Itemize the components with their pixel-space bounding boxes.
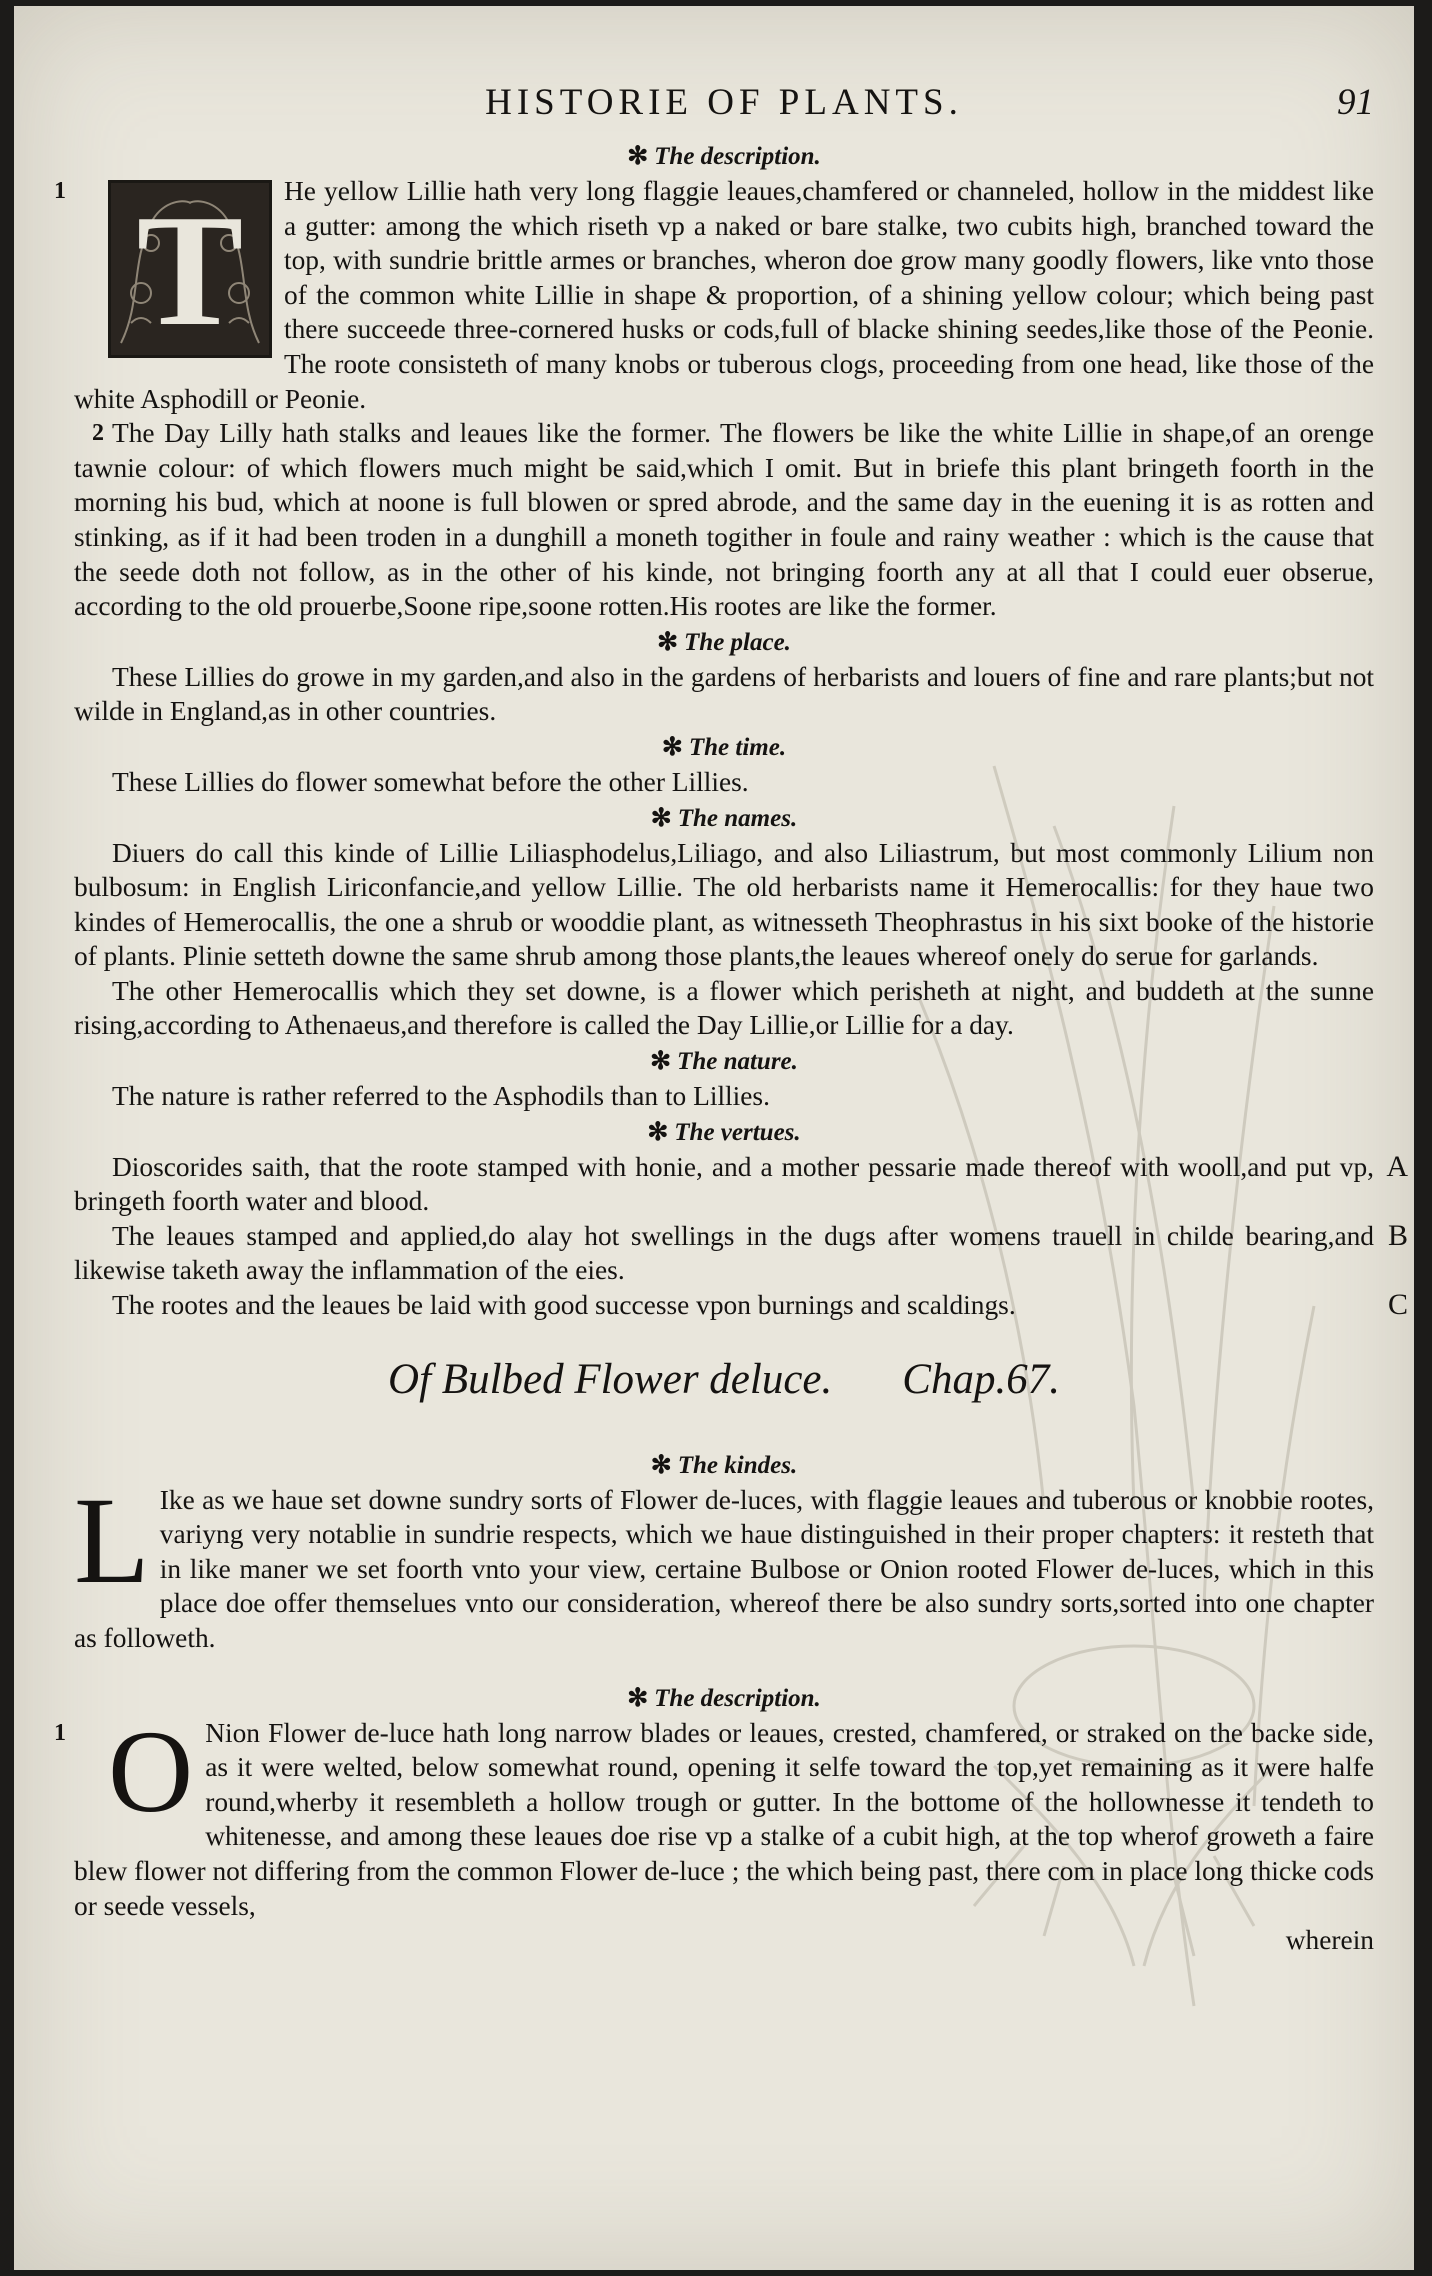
- rubric-label: The description.: [654, 1684, 821, 1712]
- rubric-nature: [74, 1045, 1374, 1079]
- rubric-label: The description.: [654, 143, 821, 170]
- fleuron-icon: ✻: [627, 1684, 649, 1712]
- names-paragraph-1: Diuers do call this kinde of Lillie Liliasphodelus,Liliago, and also Liliastrum, but most commonly Lilium non bulbosum: in English Liriconfancie,and yellow Lillie. The old herbarists name it Hemerocallis: for they haue two kindes of Hemerocallis, the one a shrub or wooddie plant, as witnesseth Theophrastus in his sixt booke of the historie of plants. Plinie setteth downe the same shrub among those plants,the leaues whereof onely do serue for garlands.: [74, 837, 1374, 972]
- time-paragraph: These Lillies do flower somewhat before the other Lillies.: [112, 766, 749, 797]
- rubric-label: The nature.: [677, 1048, 798, 1076]
- vertue-b: [74, 1218, 1408, 1288]
- paragraph-text: Nion Flower de-luce hath long narrow blades or leaues, crested, chamfered, or straked on the backe side, as it were welted, below somewhat round, opening it selfe toward the top,yet remaining as it were halfe round,wherby it resembleth a hollow trough or gutter. In the bottome of the hollownesse it tendeth to whitenesse, and among these leaues doe rise vp a stalke of a cubit high, at the top wherof groweth a faire blew flower not differing from the common Flower de-luce ; the which being past, there com in place long thicke cods or seede vessels,: [74, 1717, 1374, 1921]
- fleuron-icon: ✻: [647, 1118, 669, 1146]
- fleuron-icon: ✻: [650, 804, 672, 832]
- paragraph-number: 1: [54, 178, 66, 204]
- margin-note-letter: A: [1386, 1149, 1408, 1183]
- paragraph-text: He yellow Lillie hath very long flaggie leaues,chamfered or channeled, hollow in the middest like a gutter: among the which riseth vp a naked or bare stalke, two cubits high, branched toward the top, with sundrie brittle armes or branches, wheron doe grow many goodly flowers, like vnto those of the common white Lillie in shape & proportion, of a shining yellow colour; which being past there succeede three-cornered husks or cods,full of blacke shining seedes,like those of the Peonie. The roote consisteth of many knobs or tuberous clogs, proceeding from one head, like those of the white Asphodill or Peonie.: [74, 176, 1374, 414]
- running-head: HISTORIE OF PLANTS.: [485, 82, 963, 123]
- chapter-title: Of Bulbed Flower deluce.: [388, 1355, 833, 1403]
- description-paragraph-1: [54, 1705, 1374, 1924]
- initial-letter: O: [108, 1705, 194, 1837]
- paragraph-1: [54, 174, 1374, 416]
- place-paragraph: These Lillies do growe in my garden,and also in the gardens of herbarists and louers of fine and rare plants;but not wilde in England,as in other countries.: [74, 661, 1374, 727]
- nature-paragraph: The nature is rather referred to the Asphodils than to Lillies.: [112, 1081, 770, 1112]
- fleuron-icon: ✻: [661, 733, 683, 761]
- fleuron-icon: ✻: [650, 1048, 672, 1076]
- rubric-label: The vertues.: [674, 1118, 801, 1146]
- rubric-description-2: [74, 1682, 1374, 1716]
- paragraph-number: 1: [54, 1719, 66, 1746]
- page-number: 91: [1337, 82, 1374, 123]
- catchword: wherein: [1285, 1925, 1374, 1956]
- paragraph-2: [74, 416, 1374, 624]
- paragraph-number: 2: [92, 420, 104, 447]
- margin-note-letter: C: [1387, 1288, 1408, 1322]
- fleuron-icon: ✻: [627, 143, 649, 170]
- chapter-heading: [74, 1355, 1374, 1419]
- book-page: [14, 6, 1414, 2270]
- rubric-label: The names.: [677, 804, 798, 832]
- rubric-label: The place.: [684, 628, 791, 656]
- vertue-text: The rootes and the leaues be laid with good successe vpon burnings and scaldings.: [112, 1290, 1016, 1321]
- chapter-number: Chap.67.: [902, 1355, 1060, 1403]
- vertue-text: Dioscorides saith, that the roote stamped with honie, and a mother pessarie made thereof with wooll,and put vp, bringeth foorth water and blood.: [74, 1151, 1374, 1217]
- rubric-label: The time.: [688, 733, 787, 761]
- vertue-c: [74, 1288, 1408, 1323]
- rubric-place: [74, 626, 1374, 660]
- rubric-time: [74, 731, 1374, 765]
- paragraph-text: The Day Lilly hath stalks and leaues like the former. The flowers be like the white Lillie in shape,of an orenge tawnie colour: of which flowers much might be said,which I omit. But in briefe this plant bringeth foorth in the morning his bud, which at noone is full blowen or spred abrode, and the same day in the euening it is as rotten and stinking, as if it had been troden in a dunghill a moneth togither in foule and rainy weather : which is the cause that the seede doth not follow, as in the other of his kinde, not bringing foorth any at all that I could euer obserue, according to the old prouerbe,Soone ripe,soone rotten.His rootes are like the former.: [74, 418, 1374, 622]
- rubric-names: [74, 802, 1374, 836]
- initial-letter: T: [136, 181, 244, 358]
- vertue-text: The leaues stamped and applied,do alay hot swellings in the dugs after womens trauell in childe bearing,and likewise taketh away the inflammation of the eies.: [74, 1220, 1374, 1286]
- fleuron-icon: ✻: [657, 628, 679, 656]
- page-text: [54, 76, 1408, 1958]
- vertue-a: [74, 1149, 1408, 1219]
- paragraph-text: Ike as we haue set downe sundry sorts of Flower de-luces, with flaggie leaues and tuberous or knobbie rootes, variyng very notablie in sundrie respects, which we haue distinguished in their proper chapters: it resteth that in like maner we set foorth vnto your view, certaine Bulbose or Onion rooted Flower de-luces, which in this place doe offer themselues vnto our consideration, whereof there be also sundry sorts,sorted into one chapter as followeth.: [74, 1484, 1374, 1653]
- rubric-label: The kindes.: [677, 1451, 798, 1479]
- rubric-description: [74, 140, 1374, 174]
- margin-note-letter: B: [1387, 1218, 1408, 1252]
- decorated-initial: [108, 180, 272, 358]
- kindes-paragraph: [74, 1471, 1374, 1656]
- page-header: [74, 82, 1374, 138]
- rubric-vertues: [74, 1116, 1374, 1150]
- fleuron-icon: ✻: [650, 1451, 672, 1479]
- initial-letter: L: [74, 1471, 150, 1609]
- names-paragraph-2: The other Hemerocallis which they set downe, is a flower which perisheth at night, and buddeth at the sunne rising,according to Athenaeus,and therefore is called the Day Lillie,or Lillie for a day.: [74, 975, 1374, 1041]
- rubric-kindes: [74, 1449, 1374, 1483]
